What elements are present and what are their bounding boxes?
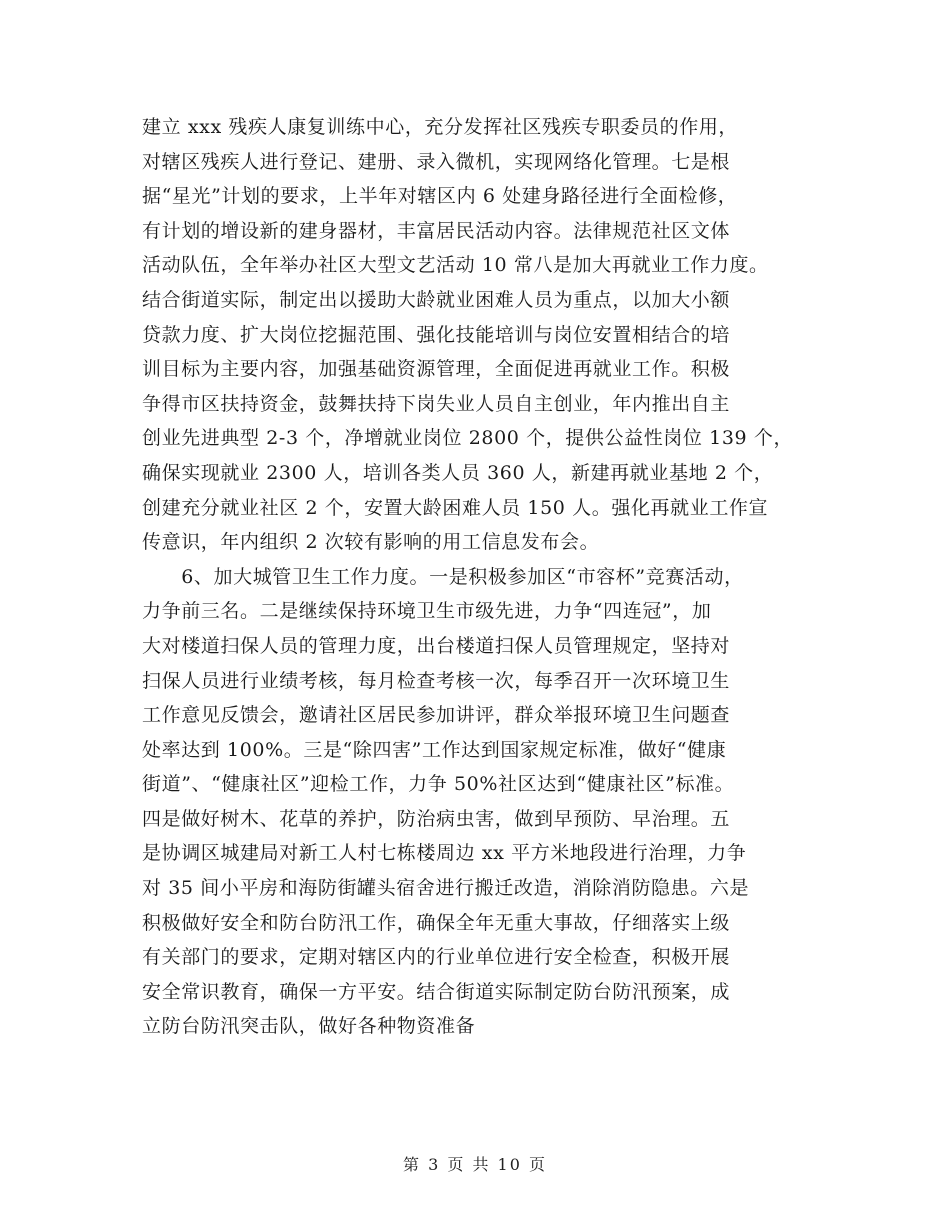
text-line: 处率达到 100%。三是“除四害”工作达到国家规定标准，做好“健康 xyxy=(142,738,727,761)
section-heading-line: 6、加大城管卫生工作力度。一是积极参加区“市容杯”竞赛活动， xyxy=(142,565,744,588)
text-line: 是协调区城建局对新工人村七栋楼周边 xx 平方米地段进行治理，力争 xyxy=(142,842,747,865)
text-line: 四是做好树木、花草的养护，防治病虫害，做到早预防、早治理。五 xyxy=(142,807,731,830)
text-line: 确保实现就业 2300 人，培训各类人员 360 人，新建再就业基地 2 个， xyxy=(142,461,774,484)
text-line: 创建充分就业社区 2 个，安置大龄困难人员 150 人。强化再就业工作宣 xyxy=(142,496,769,519)
text-line: 力争前三名。二是继续保持环境卫生市级先进，力争“四连冠”，加 xyxy=(142,600,712,623)
text-line: 活动队伍，全年举办社区大型文艺活动 10 常八是加大再就业工作力度。 xyxy=(142,254,769,277)
text-line: 结合街道实际，制定出以援助大龄就业困难人员为重点，以加大小额 xyxy=(142,288,731,311)
text-line: 传意识，年内组织 2 次较有影响的用工信息发布会。 xyxy=(142,531,600,554)
text-line: 训目标为主要内容，加强基础资源管理，全面促进再就业工作。积极 xyxy=(142,358,731,381)
text-line: 扫保人员进行业绩考核，每月检查考核一次，每季召开一次环境卫生 xyxy=(142,669,731,692)
text-line: 创业先进典型 2-3 个，净增就业岗位 2800 个，提供公益性岗位 139 个， xyxy=(142,427,794,450)
text-line: 有计划的增设新的建身器材，丰富居民活动内容。法律规范社区文体 xyxy=(142,219,731,242)
text-line: 建立 xxx 残疾人康复训练中心，充分发挥社区残疾专职委员的作用， xyxy=(142,116,739,138)
text-line: 立防台防汛突击队，做好各种物资准备 xyxy=(142,1015,476,1038)
page-number-footer: 第 3 页 共 10 页 xyxy=(403,1155,547,1174)
text-line: 安全常识教育，确保一方平安。结合街道实际制定防台防汛预案，成 xyxy=(142,980,731,1003)
text-line: 对辖区残疾人进行登记、建册、录入微机，实现网络化管理。七是根 xyxy=(142,150,731,173)
text-line: 据“星光”计划的要求，上半年对辖区内 6 处建身路径进行全面检修， xyxy=(142,185,738,208)
text-line: 对 35 间小平房和海防街罐头宿舍进行搬迁改造，消除消防隐患。六是 xyxy=(142,877,750,900)
text-line: 争得市区扶持资金，鼓舞扶持下岗失业人员自主创业，年内推出自主 xyxy=(142,392,731,415)
text-line: 工作意见反馈会，邀请社区居民参加讲评，群众举报环境卫生问题查 xyxy=(142,704,731,727)
text-line: 积极做好安全和防台防汛工作，确保全年无重大事故，仔细落实上级 xyxy=(142,911,731,934)
body-text xyxy=(142,110,842,1044)
text-line: 大对楼道扫保人员的管理力度，出台楼道扫保人员管理规定，坚持对 xyxy=(142,634,731,657)
text-line: 街道”、“健康社区”迎检工作，力争 50%社区达到“健康社区”标准。 xyxy=(142,773,735,796)
text-line: 有关部门的要求，定期对辖区内的行业单位进行安全检查，积极开展 xyxy=(142,946,731,969)
text-line: 贷款力度、扩大岗位挖掘范围、强化技能培训与岗位安置相结合的培 xyxy=(142,323,731,346)
